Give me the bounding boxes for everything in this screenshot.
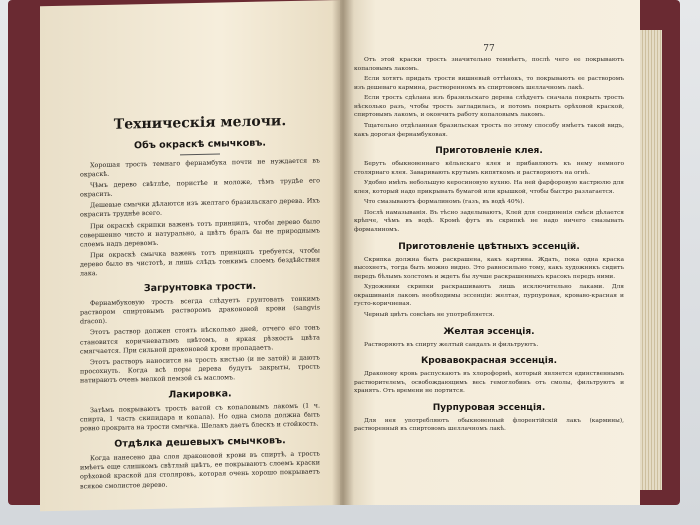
section-heading: Отдѣлка дешевыхъ смычковъ. <box>114 435 286 450</box>
section-heading: Приготовленіе цвѣтныхъ эссенцій. <box>398 241 580 252</box>
section-heading: Пурпуровая эссенція. <box>432 402 546 413</box>
paragraph: Растворяютъ въ спирту желтый сандалъ и фильтруютъ. <box>364 341 539 348</box>
heading-rule <box>180 154 220 156</box>
paragraph: Послѣ намазыванія. Въ тѣсно заделываютъ, Клей для соединенія смѣси дѣлается крѣпче, чѣмъ въ водѣ. Кромѣ фугъ въ скрипкѣ не надо ничего смазывать формалиномъ. <box>354 209 624 233</box>
page-number: 77 <box>483 44 495 54</box>
paragraph: Художники скрипки раскрашиваютъ лишь исключительно лаками. Для окрашиванія лаковъ необходимы эссенціи: желтая, пурпуровая, кроваво-красная и густо-коричневая. <box>354 284 624 308</box>
paragraph: Отъ этой краски трость значительно темнѣетъ, послѣ чего ее покрываютъ копаловымъ лакомъ. <box>354 57 624 72</box>
paragraph: Удобно имѣть небольшую керосиновую кухню. На ней фарфоровую кастрюлю для клея, который надо прикрывать бумагой или крышкой, чтобы быстро разлагается. <box>354 180 624 195</box>
paragraph: Когда нанесено два слоя драконовой крови въ спиртѣ, а трость имѣетъ еще слишкомъ свѣтлый цвѣтъ, ее покрываютъ слоемъ краски орѣховой краской для столяровъ, которая очень хорошо покрываетъ всякое смолистое дерево. <box>80 449 320 490</box>
paragraph: Чѣмъ дерево свѣтлѣе, пористѣе и моложе, тѣмъ трудѣе его окрасить. <box>80 176 320 199</box>
right-page-intro <box>354 56 624 139</box>
section-heading: Объ окраскѣ смычковъ. <box>134 137 266 152</box>
paragraph: Если трость сдѣлана изъ бразильскаго дерева слѣдуетъ сначала покрыть трость нѣсколько разъ, чтобы трость загладилась, и потомъ покрыть орѣховой краской, спиртовымъ лакомъ, и окончить работу копаловымъ лакомъ. <box>354 95 624 119</box>
paragraph: При окраскѣ смычка важенъ тотъ принципъ требуется, чтобы дерево было въ чистотѣ, и лишь слѣдъ тонкимъ слоемъ бездѣйствия лака. <box>80 246 320 278</box>
page-edges <box>640 30 662 490</box>
paragraph: Этотъ растворъ наносится на трость кистью (и не затой) и даютъ просохнуть. Когда всѣ поры дерева будутъ закрыты, трость натираютъ очень мелкой пемзой съ масломъ. <box>80 353 320 385</box>
left-page <box>40 0 340 511</box>
open-book <box>40 0 668 505</box>
paragraph: Этотъ раствор должен стоять нѣсколько дней, отчего его тонъ становится коричневатымъ цвѣтомъ, а яркая рѣзкость цвѣта смягчается. При сильной драконовой крови пропадаетъ. <box>80 323 320 356</box>
section-heading: Лакировка. <box>168 388 232 401</box>
book-gutter <box>332 0 354 505</box>
right-page-content <box>354 40 624 436</box>
paragraph: Если хотятъ придать трости вишневый оттѣнокъ, то покрываютъ ее растворомъ изъ дешеваго кармина, растворенномъ въ спиртовомъ шеллачномъ лакѣ. <box>354 76 624 91</box>
paragraph: Затѣмъ покрываютъ трость ватой съ копаловымъ лакомъ (1 ч. спирта, 1 часть скипидара и копала). Но одна смола должна быть ровно прокрыта на трости смычка. Шелакъ даетъ блескъ и стойкость. <box>80 401 320 433</box>
section-heading: Желтая эссенція. <box>443 326 535 337</box>
left-page-content <box>80 26 320 493</box>
chapter-title: Техническія мелочи. <box>113 113 287 133</box>
paragraph: Драконову кровь распускаютъ въ хлороформѣ, который является единственнымъ растворителемъ, освобождающимъ весь гемоглобинъ отъ смолы, фильтруютъ и хранятъ. Отъ времени не портится. <box>354 371 624 395</box>
paragraph: Черный цвѣтъ совсѣмъ не употребляется. <box>364 311 495 318</box>
paragraph: Для нея употребляютъ обыкновенный флорентійскій лакъ (кармины), растворенный въ спиртовомъ шеллачномъ лакѣ. <box>354 417 624 433</box>
paragraph: Что смазываютъ формалиномъ (газъ, въ водѣ 40%). <box>364 199 525 206</box>
paragraph: Дешевые смычки дѣлаются изъ желтаго бразильскаго дерева. Ихъ окрасить труднѣе всего. <box>80 196 320 219</box>
section-heading: Кровавокрасная эссенція. <box>420 356 558 367</box>
paragraph: Тщательно отдѣланная бразильская трость по этому способу имѣетъ такой видъ, какъ дорогая фернамбуковая. <box>354 122 624 138</box>
paragraph: Хорошая трость темнаго фернамбука почти не нуждается въ окраскѣ. <box>80 156 320 179</box>
paragraph: Скрипка должна быть раскрашена, какъ картина. Ждать, пока одна краска высохнетъ, тогда быть можно видно. Это равносильно тому, какъ художникъ сидитъ передъ бѣлымъ холстомъ и ждетъ бы лучше раскрашенныхъ красокъ передъ ними. <box>354 256 624 280</box>
section-heading: Приготовленіе клея. <box>435 146 543 157</box>
paragraph: Берутъ обыкновеннаго кёльнскаго клея и прибавляютъ къ нему немного столярнаго клея. Заваривають крутымъ кипяткомъ и растворяютъ на огнѣ. <box>354 161 624 176</box>
section-heading: Загрунтовка трости. <box>143 280 257 295</box>
paragraph: Фернамбуковую трость всегда слѣдуетъ грунтовать тонкимъ раствором спиртовымъ растворомъ драконовой крови (sangvis dracon). <box>80 294 320 326</box>
paragraph: При окраскѣ скрипки важенъ тотъ принципъ, чтобы дерево было совершенно чисто и натурально, а цвѣтъ бралъ бы не природнымъ слоемъ надъ деревомъ. <box>80 216 320 249</box>
right-page <box>340 0 640 505</box>
